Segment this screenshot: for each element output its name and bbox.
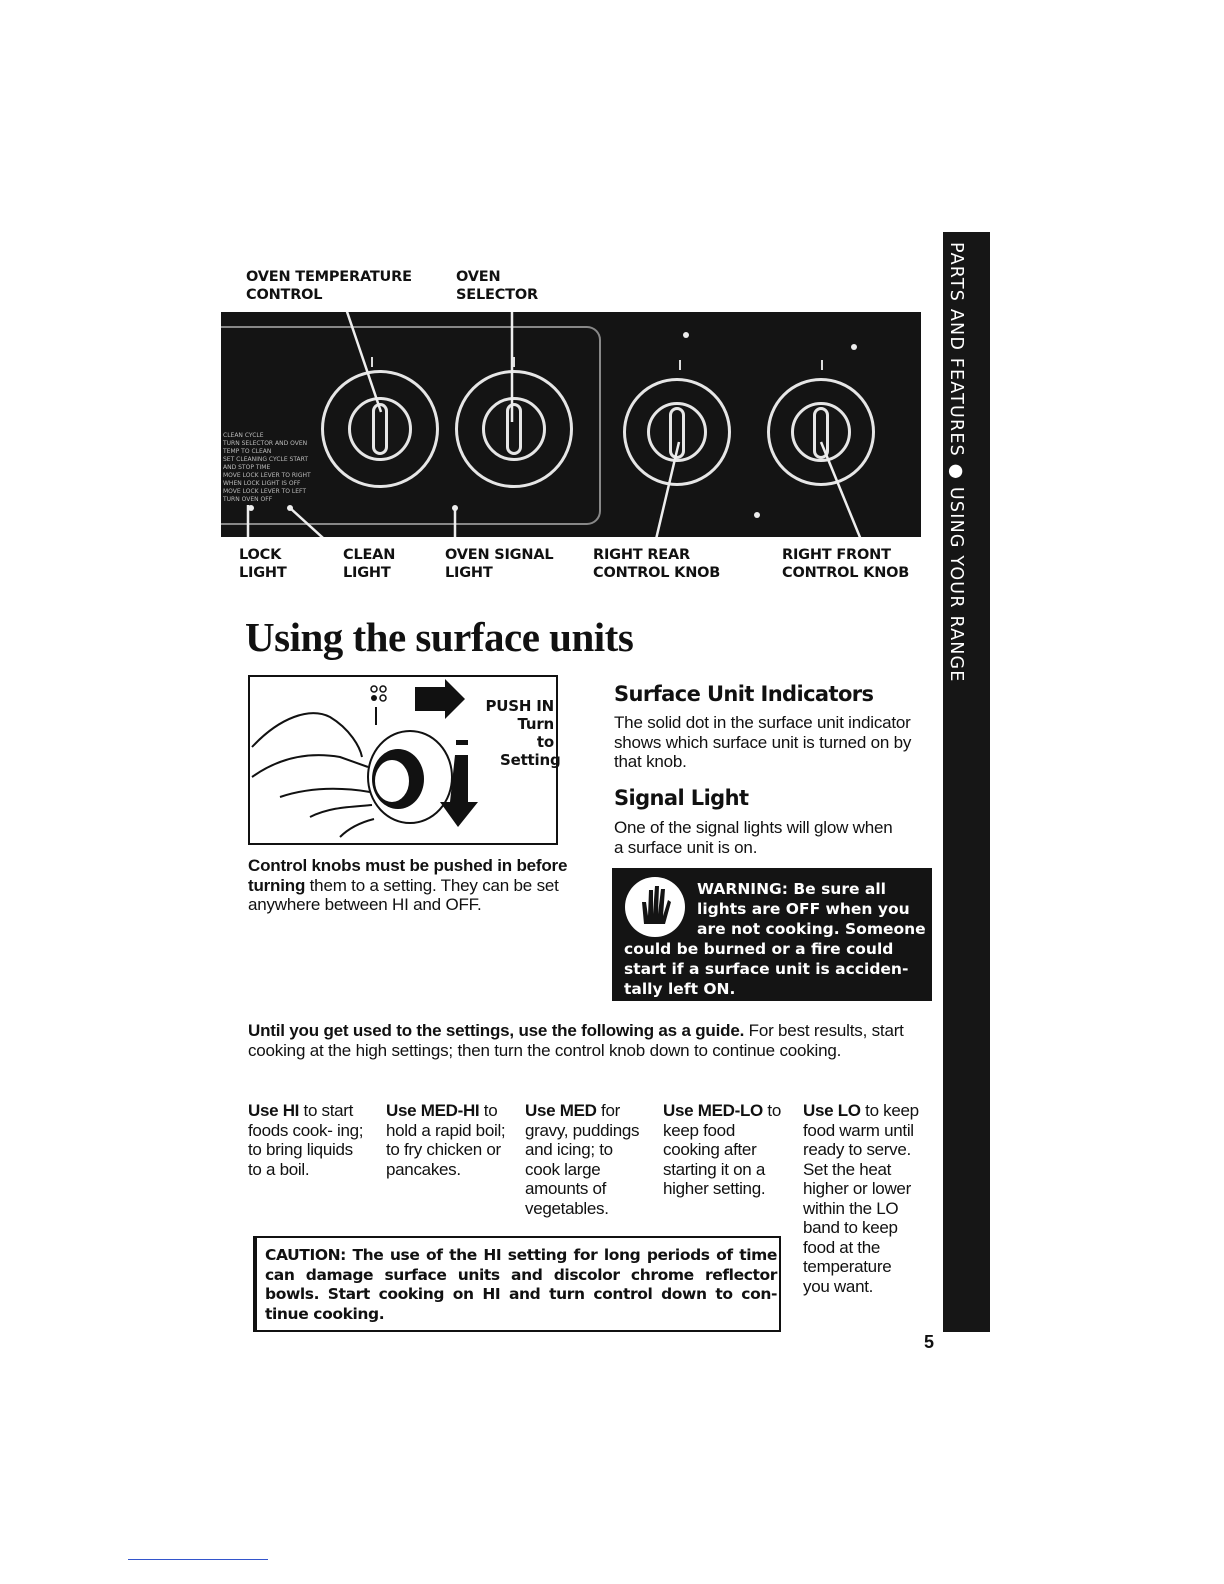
warning-line-4: could be burned or a fire could: [624, 940, 894, 958]
indicators-heading: Surface Unit Indicators: [614, 682, 874, 706]
warning-line-3: are not cooking. Someone: [697, 920, 926, 938]
label-clean-light: CLEAN LIGHT: [343, 547, 396, 581]
label-right-front-control-knob: RIGHT FRONT CONTROL KNOB: [782, 547, 910, 581]
label-oven-selector: OVEN SELECTOR: [456, 269, 538, 303]
page-number: 5: [924, 1332, 935, 1352]
setting-hi: Use HI to start foods cook- ing; to bring liquids to a boil.: [248, 1101, 364, 1179]
push-in-instructions: [485, 697, 561, 769]
setting-med-lo: Use MED-LO to keep food cooking after starting it on a higher setting.: [663, 1101, 781, 1198]
side-tab-label: PARTS AND FEATURES ● USING YOUR RANGE: [946, 242, 966, 683]
hand-warning-icon: [622, 874, 688, 940]
knob-push-illustration: [248, 675, 561, 845]
label-right-rear-control-knob: RIGHT REAR CONTROL KNOB: [593, 547, 721, 581]
page-title: Using the surface units: [245, 614, 634, 660]
warning-box: [612, 868, 932, 1001]
indicators-text: The solid dot in the surface unit indicator shows which surface unit is turned on by that knob.: [614, 713, 912, 771]
caution-text: CAUTION: The use of the HI setting for long periods of time can damage surface units and discolor chrome reflector bowls. Start cooking on HI and turn control down to con- tinue cooking.: [265, 1246, 777, 1323]
pointer-lines: [221, 312, 921, 537]
warning-line-2: lights are OFF when you: [697, 900, 910, 918]
push-in-label: PUSH IN: [485, 697, 554, 715]
warning-line-1: WARNING: Be sure all: [697, 880, 886, 898]
setting-label: Setting: [500, 751, 561, 769]
caution-box: [253, 1236, 781, 1332]
section-side-tab: [943, 232, 990, 1332]
label-oven-temperature-control: OVEN TEMPERATURE CONTROL: [246, 269, 412, 303]
setting-med: Use MED for gravy, puddings and icing; to cook large amounts of vegetables.: [525, 1101, 640, 1218]
warning-line-6: tally left ON.: [624, 980, 736, 998]
footer-rule: [128, 1559, 268, 1560]
warning-line-5: start if a surface unit is acciden-: [624, 960, 909, 978]
knob-note: Control knobs must be pushed in before turning them to a setting. They can be set anywhere between HI and OFF.: [248, 856, 568, 914]
label-lock-light: LOCK LIGHT: [239, 547, 287, 581]
signal-light-text: One of the signal lights will glow when a surface unit is on.: [614, 818, 893, 857]
panel-instructions: CLEAN CYCLE TURN SELECTOR AND OVEN TEMP TO CLEAN SET CLEANING CYCLE START AND STOP TIME MOVE LOCK LEVER TO RIGHT WHEN LOCK LIGHT IS OFF MOVE LOCK LEVER TO LEFT TURN OVEN OFF: [223, 432, 311, 503]
setting-lo: Use LO to keep food warm until ready to serve. Set the heat higher or lower within the LO band to keep food at the temperature you want.: [803, 1101, 919, 1296]
label-oven-signal-light: OVEN SIGNAL LIGHT: [445, 547, 554, 581]
signal-light-heading: Signal Light: [614, 786, 749, 810]
turn-to-label: Turn to: [517, 715, 554, 751]
setting-med-hi: Use MED-HI to hold a rapid boil; to fry chicken or pancakes.: [386, 1101, 506, 1179]
control-panel-illustration: [221, 312, 921, 537]
guide-paragraph: Until you get used to the settings, use the following as a guide. For best results, start cooking at the high settings; then turn the control knob down to continue cooking.: [248, 1021, 904, 1060]
